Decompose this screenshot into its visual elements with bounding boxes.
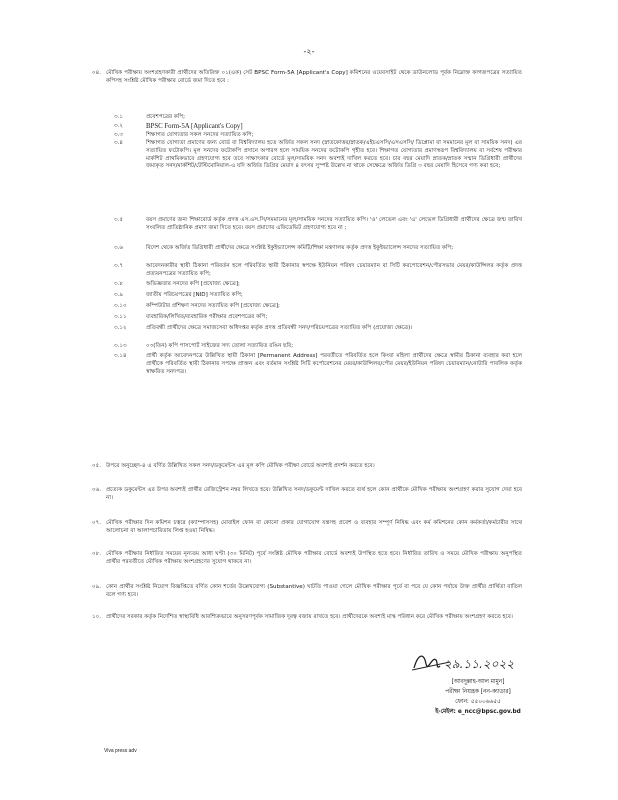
sub-item-text: ০৩(তিন) কপি পাসপোর্ট সাইজের সদ্য তোলা সত্যায়িত রঙিন ছবি; (146, 343, 294, 350)
sub-item (114, 263, 522, 281)
sub-item-number: ৩.১ (114, 114, 124, 120)
paragraph-10 (92, 614, 522, 622)
page-number: -২- (303, 47, 315, 56)
paragraph-number: ০৫. (92, 463, 102, 469)
sub-item-text: অভিজ্ঞতার সনদের কপি [প্রযোজ্য ক্ষেত্রে]; (146, 281, 240, 288)
item-4-intro (92, 70, 522, 85)
handwritten-signature (410, 646, 520, 680)
paragraph-text: উপরে অনুচ্ছেদ-৪ এ বর্ণিত উল্লিখিত সকল সনদ/ডকুমেন্টস এর মূল কপি মৌখিক পরীক্ষা বোর্ডে অবশ্যই প্রদর্শন করতে হবে। (106, 463, 375, 469)
paragraph-text: মৌখিক পরীক্ষার নির্ধারিত সময়ের নূন্যতম আধা ঘণ্টা (৩০ মিনিট) পূর্বে সংশ্লিষ্ট মৌখিক পরীক্ষার বোর্ডে অবশ্যই উপস্থিত হতে হবে। নির্ধারিত তারিখ ও সময়ে মৌখিক পরীক্ষায় অনুপস্থিত প্রার্থীর পরবর্তীতে মৌখিক পরীক্ষায় অংশগ্রহণের সুযোগ থাকবে না। (106, 551, 522, 565)
paragraph-text: প্রত্যেক ডকুমেন্টস এর উপর অবশ্যই প্রার্থীর রেজিস্ট্রেশন নম্বর লিখতে হবে। উল্লিখিত সনদ/ডকুমেন্ট দাখিল করতে ব্যর্থ হলে কোন প্রার্থীকে মৌখিক পরীক্ষায় অংশগ্রহণ করার সুযোগ দেয়া হবে না। (106, 487, 522, 501)
paragraph-09 (92, 584, 522, 599)
paragraph-07 (92, 520, 522, 535)
paragraph-number: ০৭. (92, 520, 102, 526)
paragraph-number: ১০. (92, 614, 102, 620)
sub-item (114, 292, 522, 303)
sub-item (114, 353, 522, 383)
signature-date: ২৯.১১.২০২২ (444, 657, 515, 671)
sub-item-text: BPSC Form-5A [Applicant's Copy] (146, 122, 243, 130)
sub-item-text: বয়স প্রমাণের জন্য শিক্ষাবোর্ড কর্তৃক প্রদত্ত এস.এস.সি/সমমানের মূল/সাময়িক সনদের সত্যায়িত কপি। 'ও' লেভেল এবং 'এ' লেভেল ডিগ্রিধারী প্রার্থীদের ক্ষেত্রে জন্ম তারিখ সংবলিত প্রাতিষ্ঠানিক প্রমাণ জমা দিতে হবে। বয়স প্রমাণের এফিডেভিট গ্রহণযোগ্য হবে না ; (146, 217, 522, 231)
sub-item (114, 245, 522, 263)
footer-note: Viva press adv (104, 748, 137, 754)
item-number: ০৪. (92, 70, 102, 76)
paragraph-05 (92, 463, 522, 471)
signatory-designation: পরীক্ষা নিয়ন্ত্রক [নন-ক্যাডার] (445, 689, 511, 695)
sub-item-number: ৩.২ (114, 122, 124, 129)
sub-item-text: প্রার্থী কর্তৃক আবেদনপত্রে উল্লিখিত স্থায়ী ঠিকানা [Permanent Address] পরবর্তীতে পরিবর্তিত হলে কিংবা মহিলা প্রার্থীদের ক্ষেত্রে স্বামীর ঠিকানা ব্যবহার করা হলে প্রার্থীকে পরিবর্তিত স্থায়ী ঠিকানার সপক্ষে প্রাক্তন এবং বর্তমান সংশ্লিষ্ট সিটি কর্পোরেশনের মেয়র/কাউন্সিলর/পৌর মেয়র/ইউনিয়ন পরিষদ চেয়ারম্যান/নোটারি পাবলিক কর্তৃক স্বাক্ষরিত সনদপত্র। (146, 353, 522, 375)
paragraph-number: ০৮. (92, 551, 102, 557)
sub-item-text: আবেদনকারীর স্থায়ী ঠিকানা পরিবর্তন হলে পরিবর্তিত স্থায়ী ঠিকানার স্বপক্ষে ইউনিয়ন পরিষদ চেয়ারম্যান বা সিটি করপোরেশন/পৌরসভার মেয়র/কাউন্সিলর কর্তৃক প্রদত্ত প্রত্যয়নপত্রের সত্যায়িত কপি; (146, 263, 522, 277)
sub-item-number: ৩.৫ (114, 217, 124, 224)
sub-item-text: প্রতিবন্ধী প্রার্থীদের ক্ষেত্রে সমাজসেবা অধিদপ্তর কর্তৃক প্রদত্ত প্রতিবন্ধী সনদ/পরিচয়পত্রের সত্যায়িত কপি (প্রযোজ্য ক্ষেত্রে)। (146, 325, 413, 332)
sub-item-number: ৩.১৪ (114, 353, 127, 360)
sub-item-number: ৩.৯ (114, 292, 124, 299)
sub-item (114, 281, 522, 292)
sub-item (114, 217, 522, 245)
sub-item-text: বিদেশ থেকে অর্জিত ডিগ্রিধারী প্রার্থীদের ক্ষেত্রে সংশ্লিষ্ট ইকুইভ্যালেন্স কমিটি/শিক্ষা মন্ত্রণালয় কর্তৃক প্রদত্ত ইকুইভ্যালেন্স সনদের সত্যায়িত কপি; (146, 245, 454, 252)
sub-item (114, 343, 522, 353)
paragraph-08 (92, 551, 522, 566)
sub-item-number: ৩.৩ (114, 131, 124, 138)
sub-item-number: ৩.১২ (114, 325, 127, 332)
sub-item (114, 140, 522, 217)
sub-item-text: ব্যবহারিক/লিখিত/ব্যবহারিক পরীক্ষার প্রবেশপত্রের কপি; (146, 314, 268, 321)
sub-item-text: প্রবেশপত্রের কপি; (146, 114, 186, 120)
sub-item-text: শিক্ষাগত যোগ্যতা প্রমাণের জন্য বোর্ড বা বিশ্ববিদ্যালয় হতে অর্জিত সকল সনদ (স্নাতকোত্তর/স্নাতক/এইচএসসি/এসএসসি/ ডিপ্লোমা বা সমমানের মূল বা সাময়িক সনদ) এর সত্যায়িত ফটোকপি। মূল সনদের ফটোকপি প্রদানে অপারগ হলে সাময়িক সনদের ফটোকপি গৃহীত হবে। শিক্ষাগত যোগ্যতার প্রমাণস্বরূপ বিশ্ববিদ্যালয় বা সর্বশেষ পরীক্ষার মার্কশিট প্রাথমিকভাবে গ্রহণযোগ্য হবে তবে সাক্ষাৎকার বোর্ডে মূল/সাময়িক সনদ অবশ্যই দাখিল করতে হবে। চার বছর মেয়াদি স্নাতক/স্নাতক সম্মান ডিগ্রিধারী প্রার্থীদের জমাকৃত সনদ/মার্কশিট/টেস্টিমোনিয়াল-এ যদি অর্জিত ডিগ্রির মেয়াদ ৪ বৎসর সুস্পষ্ট উল্লেখ না থাকে সেক্ষেত্রে অর্জিত ডিগ্রি ৩ বছর মেয়াদি হিসেবে গণ্য করা হবে; (146, 140, 522, 170)
paragraph-text: মৌখিক পরীক্ষার দিন কমিশন চত্বরে (ক্যাম্পাসসহ) মোবাইল ফোন বা কোনো প্রকার যোগাযোগ যন্ত্রসহ প্রবেশ ও ব্যবহার সম্পূর্ণ নিষিদ্ধ এবং কর্ম কমিশনের কোন কর্মকর্তা/কর্মচারীর সাথে আলোচনা বা আলাপচারিতায় লিপ্ত হওয়া নিষিদ্ধ। (106, 520, 522, 534)
signatory-block (408, 677, 548, 717)
sub-item (114, 325, 522, 343)
signatory-name: [আবদুল্লাহ-আল মামুন] (451, 679, 505, 685)
sub-item-text: কম্পিউটার প্রশিক্ষণ সনদের সত্যায়িত কপি [প্রযোজ্য ক্ষেত্রে]; (146, 303, 280, 310)
sub-item-number: ৩.১৩ (114, 343, 127, 350)
signatory-phone: ফোন: ৫৫০০৬৬৫৫ (455, 699, 501, 705)
sub-item-list (114, 114, 522, 383)
paragraph-number: ০৬. (92, 487, 102, 493)
sub-item (114, 314, 522, 325)
paragraph-06 (92, 487, 522, 502)
sub-item-text: জাতীয় পরিচয়পত্রের [NID] সত্যায়িত কপি; (146, 292, 243, 299)
sub-item-number: ৩.৬ (114, 245, 124, 252)
paragraph-text: কোন প্রার্থীর সংশ্লিষ্ট নিয়োগ বিজ্ঞপ্তিতে বর্ণিত কোন শর্তের উল্লেখযোগ্য (Substantive) ঘাটতি পাওয়া গেলে মৌখিক পরীক্ষার পূর্বে বা পরে যে কোন পর্যায়ে উক্ত প্রার্থীর প্রার্থিতা বাতিল বলে গণ্য হবে। (106, 584, 522, 598)
sub-item-number: ৩.৭ (114, 263, 124, 270)
signatory-email: ই-মেইল: e_ncc@bpsc.gov.bd (435, 709, 521, 715)
paragraph-text: প্রার্থীদের সরকার কর্তৃক নির্দেশিত স্বাস্থ্যবিধি আবশ্যিকভাবে অনুসরণপূর্বক সামাজিক দূরত্ব বজায় রাখতে হবে। প্রার্থীদেরকে অবশ্যই মাস্ক পরিধান করে মৌখিক পরীক্ষায় অংশগ্রহণ করতে হবে। (106, 614, 513, 620)
sub-item-number: ৩.১১ (114, 314, 127, 321)
sub-item-text: শিক্ষাগত যোগ্যতার সকল সনদের সত্যায়িত কপি; (146, 131, 254, 138)
item-text: মৌখিক পরীক্ষায় অংশগ্রহণকারী প্রার্থীদের অতিরিক্ত ০১(এক) সেট BPSC Form-5A [Applicant's Copy] কমিশনের ওয়েবসাইট থেকে ডাউনলোড পূর্বক নিম্নোক্ত কাগজপত্রের সত্যায়িত কপিসহ সংশ্লিষ্ট মৌখিক পরীক্ষার বোর্ডে জমা দিতে হবে : (106, 70, 522, 84)
sub-item-number: ৩.৮ (114, 281, 124, 288)
sub-item (114, 123, 522, 132)
sub-item (114, 303, 522, 314)
sub-item-number: ৩.৪ (114, 140, 124, 147)
sub-item (114, 114, 522, 123)
sub-item-number: ৩.১০ (114, 303, 127, 310)
paragraph-number: ০৯. (92, 584, 102, 590)
